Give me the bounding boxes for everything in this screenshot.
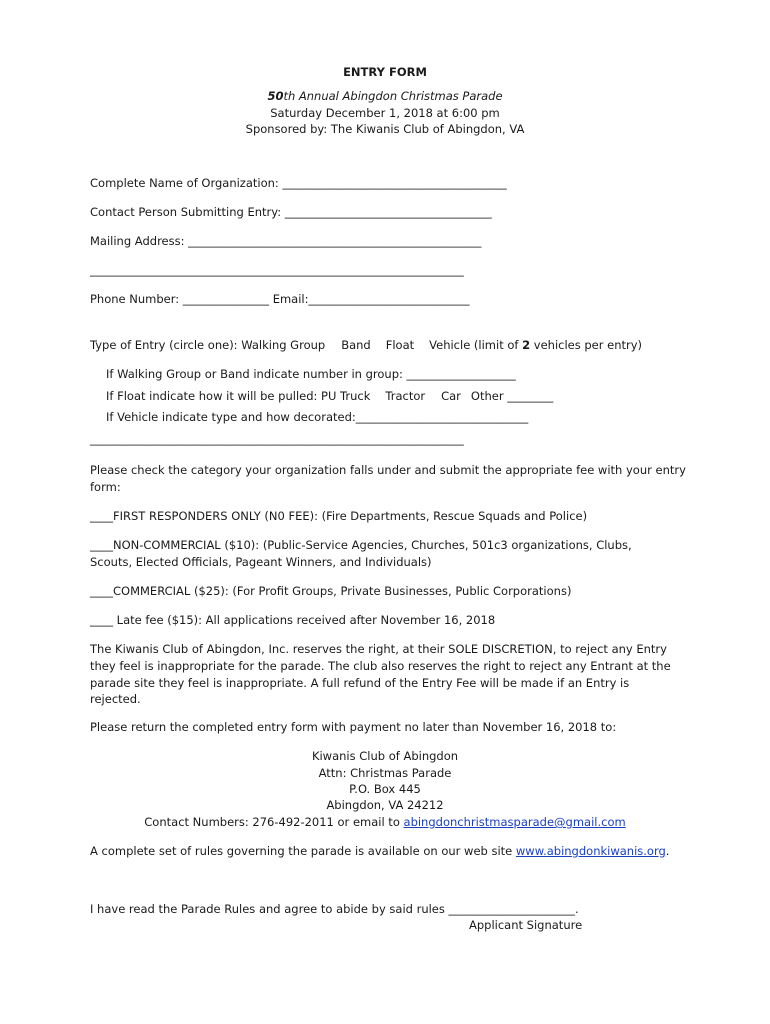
rules-period: . xyxy=(665,844,670,858)
return-instruction: Please return the completed entry form with payment no later than November 16, 2018 to: xyxy=(90,720,617,734)
sponsor-line: Sponsored by: The Kiwanis Club of Abingdon, VA xyxy=(245,122,525,136)
float-pull-car[interactable]: Car xyxy=(441,389,461,403)
vehicle-description-line-2[interactable]: _________________________________________________________________ xyxy=(90,432,464,446)
category-intro-1: Please check the category your organization falls under and submit the appropriate fee with your entry xyxy=(90,463,686,477)
contact-person-field[interactable]: Contact Person Submitting Entry: ____________________________________ xyxy=(90,205,492,219)
event-number: 50 xyxy=(267,89,284,103)
vehicle-limit-suffix: vehicles per entry) xyxy=(530,338,643,352)
signature-agreement[interactable]: I have read the Parade Rules and agree to abide by said rules ______________________. xyxy=(90,902,579,916)
vehicle-description-field[interactable]: If Vehicle indicate type and how decorated:______________________________ xyxy=(106,410,529,424)
address-line-2-field[interactable]: _________________________________________________________________ xyxy=(90,263,464,277)
event-name xyxy=(0,88,770,104)
vehicle-limit-number: 2 xyxy=(522,338,531,352)
float-pull-tractor[interactable]: Tractor xyxy=(385,389,426,403)
website-link[interactable]: www.abingdonkiwanis.org xyxy=(515,844,666,858)
event-name-text: th Annual Abingdon Christmas Parade xyxy=(283,89,503,103)
entry-type-vehicle[interactable] xyxy=(429,338,642,352)
late-fee[interactable]: ____ Late fee ($15): All applications received after November 16, 2018 xyxy=(90,613,496,627)
entry-type-float[interactable]: Float xyxy=(385,338,415,352)
category-intro-2: form: xyxy=(90,480,121,494)
policy-line-2: they feel is inappropriate for the parade. The club also reserves the right to reject any Entrant at the xyxy=(90,659,671,673)
rules-line xyxy=(90,843,669,859)
rules-text: A complete set of rules governing the parade is available on our web site xyxy=(90,844,516,858)
form-title: ENTRY FORM xyxy=(343,65,427,79)
contact-numbers-text: Contact Numbers: 276-492-2011 or email to xyxy=(144,815,404,829)
contact-numbers xyxy=(0,814,770,830)
float-pull-row xyxy=(106,388,553,404)
category-noncommercial[interactable]: ____NON-COMMERCIAL ($10): (Public-Service Agencies, Churches, 501c3 organizations, Clubs, xyxy=(90,538,632,552)
signature-label: Applicant Signature xyxy=(469,918,583,932)
policy-line-3: parade site they feel is inappropriate. A full refund of the Entry Fee will be made if an Entry is xyxy=(90,676,630,690)
float-pull-other[interactable]: Other ________ xyxy=(470,389,554,403)
event-date: Saturday December 1, 2018 at 6:00 pm xyxy=(270,106,500,120)
phone-field[interactable]: Phone Number: _______________ xyxy=(90,292,270,306)
float-pull-truck[interactable]: If Float indicate how it will be pulled: PU Truck xyxy=(106,389,371,403)
organization-field[interactable]: Complete Name of Organization: _______________________________________ xyxy=(90,176,507,190)
phone-email-row xyxy=(90,291,470,307)
return-address-attn: Attn: Christmas Parade xyxy=(318,766,452,780)
email-link[interactable]: abingdonchristmasparade@gmail.com xyxy=(403,815,626,829)
entry-type-walking[interactable]: Type of Entry (circle one): Walking Group xyxy=(90,338,326,352)
entry-type-row xyxy=(90,337,642,353)
category-commercial[interactable]: ____COMMERCIAL ($25): (For Profit Groups, Private Businesses, Public Corporations) xyxy=(90,584,572,598)
category-first-responders[interactable]: ____FIRST RESPONDERS ONLY (N0 FEE): (Fire Departments, Rescue Squads and Police) xyxy=(90,509,588,523)
category-noncommercial-cont: Scouts, Elected Officials, Pageant Winners, and Individuals) xyxy=(90,555,432,569)
return-address-name: Kiwanis Club of Abingdon xyxy=(311,749,459,763)
policy-line-4: rejected. xyxy=(90,692,141,706)
group-size-field[interactable]: If Walking Group or Band indicate number in group: ___________________ xyxy=(106,367,516,381)
entry-type-band[interactable]: Band xyxy=(341,338,371,352)
return-address-city: Abingdon, VA 24212 xyxy=(326,798,444,812)
policy-line-1: The Kiwanis Club of Abingdon, Inc. reserves the right, at their SOLE DISCRETION, to reject any Entry xyxy=(90,642,667,656)
email-field[interactable]: Email:____________________________ xyxy=(272,292,470,306)
return-address-pobox: P.O. Box 445 xyxy=(349,782,421,796)
mailing-address-field[interactable]: Mailing Address: ___________________________________________________ xyxy=(90,234,482,248)
vehicle-limit-text: Vehicle (limit of xyxy=(429,338,523,352)
